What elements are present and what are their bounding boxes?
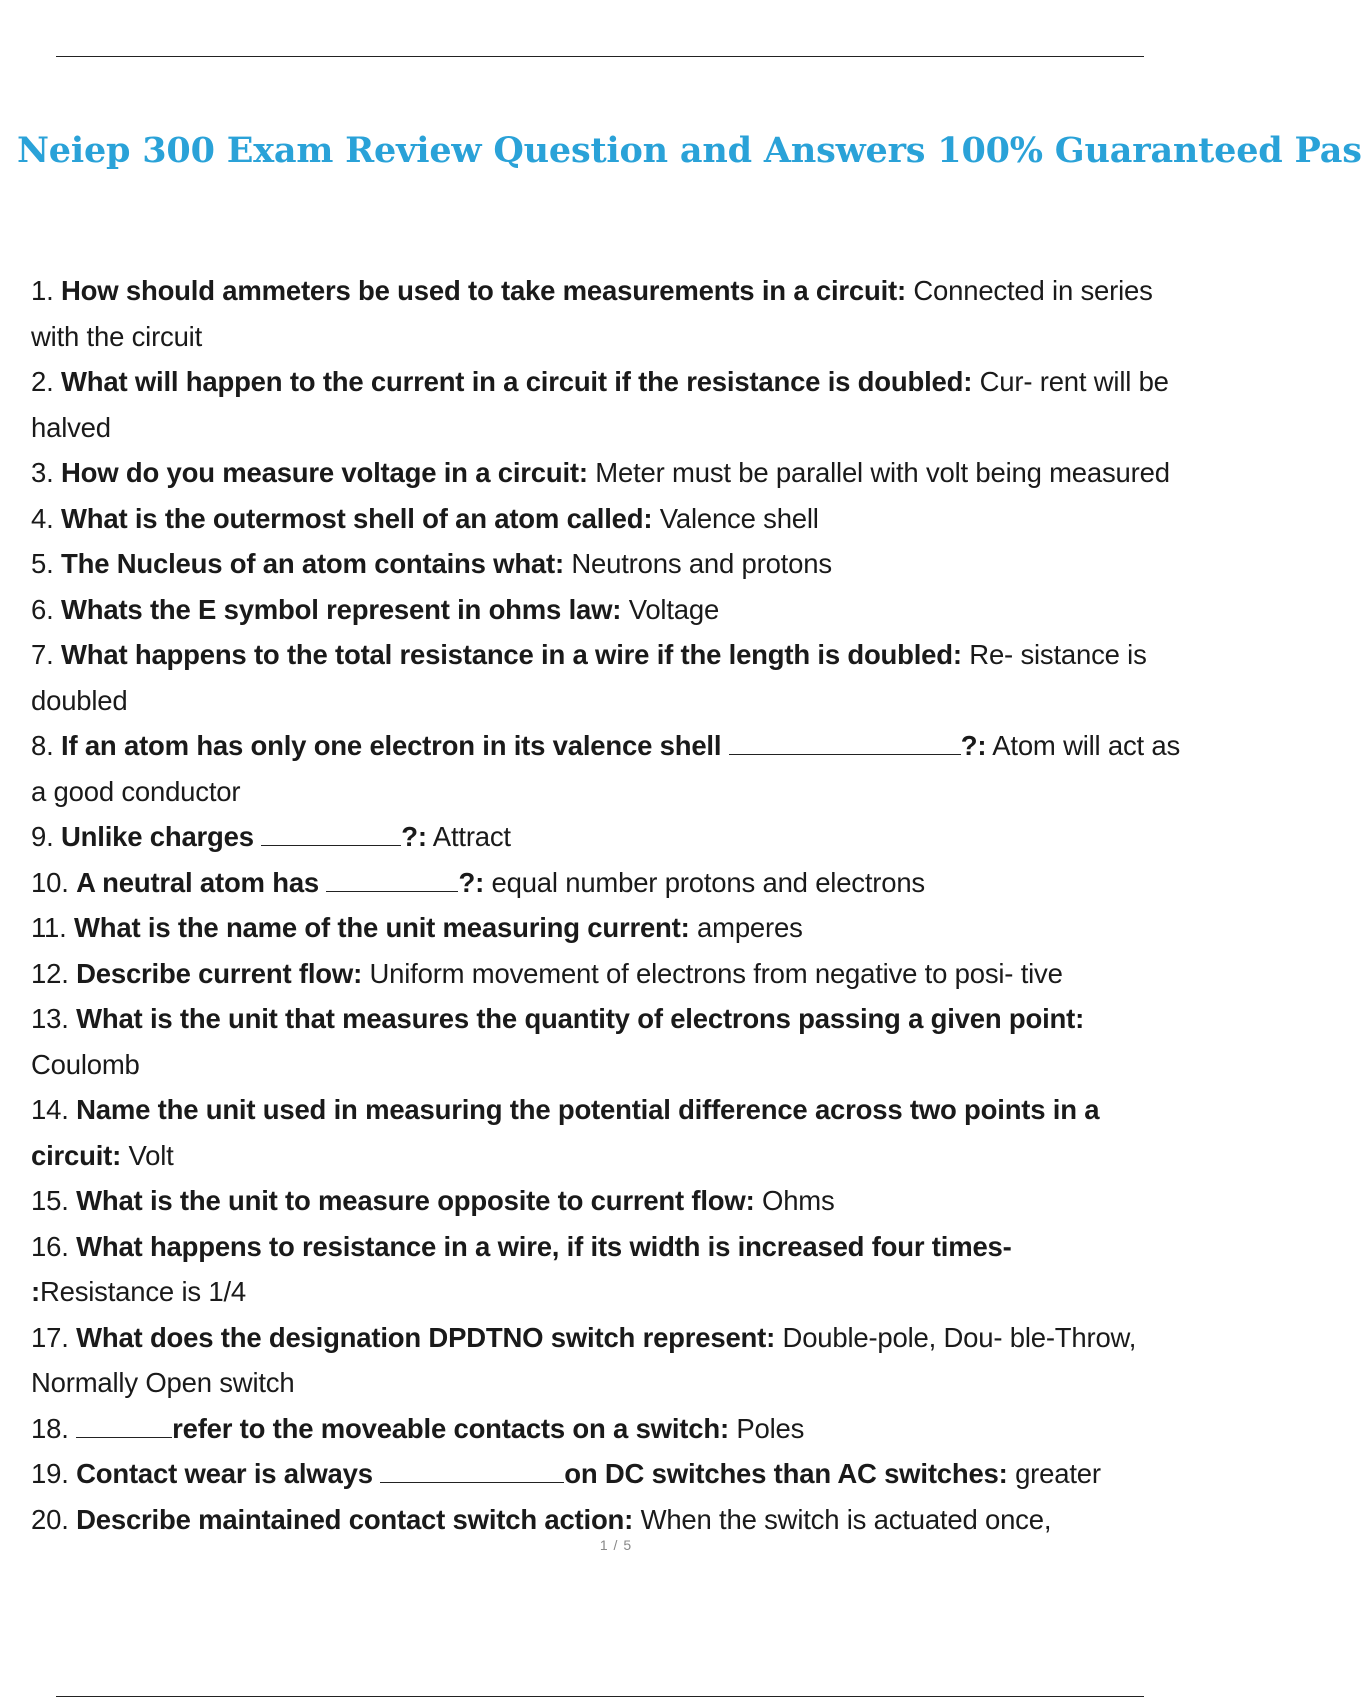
item-number: 14. <box>31 1094 69 1125</box>
answer-text: Coulomb <box>31 1048 140 1080</box>
question-suffix: on DC switches than AC switches: <box>564 1458 1008 1489</box>
answer-text: Cur- rent will be halved <box>31 366 1169 443</box>
fill-in-blank <box>261 844 401 846</box>
answer-text: Double-pole, Dou- ble-Throw, Normally Open switch <box>31 1321 1137 1398</box>
answer-text: Atom will act as a good conductor <box>31 730 1181 807</box>
list-item <box>31 1178 1191 1224</box>
fill-in-blank <box>76 1436 172 1438</box>
item-number: 16. <box>31 1230 69 1262</box>
list-item <box>31 905 1191 951</box>
question-suffix: ?: <box>960 730 987 761</box>
answer-text: amperes <box>697 912 803 943</box>
answer-text: Meter must be parallel with volt being measured <box>595 457 1170 488</box>
question-text: How should ammeters be used to take measurements in a circuit: <box>61 275 906 306</box>
question-suffix: : <box>31 1276 40 1307</box>
list-item <box>31 450 1191 496</box>
item-number: 15. <box>31 1185 69 1216</box>
question-text: What does the designation DPDTNO switch represent: <box>76 1321 776 1353</box>
item-number: 3. <box>31 457 54 488</box>
answer-text: Connected in series with the circuit <box>31 275 1153 352</box>
item-number: 20. <box>31 1503 69 1535</box>
question-text: How do you measure voltage in a circuit: <box>61 457 588 488</box>
question-text: Contact wear is always <box>76 1458 373 1489</box>
answer-text: greater <box>1015 1458 1101 1489</box>
list-item <box>31 632 1191 723</box>
list-item <box>31 1451 1191 1497</box>
item-number: 10. <box>31 866 69 898</box>
item-number: 8. <box>31 730 54 761</box>
item-number: 18. <box>31 1412 69 1444</box>
question-text: If an atom has only one electron in its valence shell <box>61 730 722 761</box>
list-item <box>31 541 1191 587</box>
question-text: The Nucleus of an atom contains what: <box>61 548 564 579</box>
question-text: A neutral atom has <box>76 866 320 898</box>
question-suffix: ?: <box>458 866 485 898</box>
question-text: What is the outermost shell of an atom called: <box>61 502 653 534</box>
top-rule <box>56 56 1144 57</box>
question-text: What happens to resistance in a wire, if its width is increased four times- <box>76 1230 1012 1262</box>
question-text: Describe maintained contact switch action: <box>76 1503 634 1535</box>
list-item <box>31 814 1191 860</box>
list-item <box>31 587 1191 633</box>
question-text: refer to the moveable contacts on a switch: <box>172 1412 729 1444</box>
item-number: 9. <box>31 821 54 852</box>
question-text: What is the unit to measure opposite to current flow: <box>76 1185 755 1216</box>
fill-in-blank <box>326 890 458 892</box>
item-number: 7. <box>31 639 54 670</box>
item-number: 4. <box>31 502 54 534</box>
fill-in-blank <box>380 1481 564 1483</box>
answer-text: Re- sistance is doubled <box>31 639 1147 716</box>
answer-text: Poles <box>736 1412 805 1444</box>
list-item <box>31 268 1191 359</box>
answer-text: Neutrons and protons <box>571 548 832 579</box>
item-number: 2. <box>31 366 54 397</box>
question-text: Name the unit used in measuring the potential difference across two points in a circuit: <box>31 1094 1100 1171</box>
list-item <box>31 359 1191 450</box>
item-number: 5. <box>31 548 54 579</box>
list-item <box>31 1406 1191 1452</box>
answer-text: Resistance is 1/4 <box>39 1276 246 1307</box>
answer-text: Uniform movement of electrons from negative to posi- tive <box>369 957 1063 989</box>
item-number: 12. <box>31 957 69 989</box>
question-text: What is the unit that measures the quantity of electrons passing a given point: <box>76 1003 1085 1034</box>
list-item <box>31 1224 1191 1315</box>
answer-text: Ohms <box>762 1185 835 1216</box>
item-number: 13. <box>31 1003 69 1034</box>
question-text: Describe current flow: <box>76 957 363 989</box>
question-text: What is the name of the unit measuring current: <box>74 912 690 943</box>
bottom-rule <box>56 1696 1144 1697</box>
list-item <box>31 1315 1191 1406</box>
list-item <box>31 1497 1191 1543</box>
answer-text: Voltage <box>628 593 720 625</box>
item-number: 1. <box>31 275 54 306</box>
question-text: What happens to the total resistance in a wire if the length is doubled: <box>61 639 962 670</box>
answer-text: Valence shell <box>659 502 819 534</box>
list-item <box>31 723 1191 814</box>
question-text: Whats the E symbol represent in ohms law: <box>61 593 622 625</box>
item-number: 6. <box>31 593 54 625</box>
list-item <box>31 951 1191 997</box>
item-number: 19. <box>31 1458 69 1489</box>
answer-text: When the switch is actuated once, <box>640 1503 1052 1535</box>
fill-in-blank <box>729 753 961 755</box>
answer-text: Attract <box>432 821 511 852</box>
list-item <box>31 496 1191 542</box>
list-item <box>31 860 1191 906</box>
question-list <box>31 268 1191 1542</box>
list-item <box>31 1087 1191 1178</box>
answer-text: equal number protons and electrons <box>491 866 925 898</box>
document-title: Neiep 300 Exam Review Question and Answers 100% Guaranteed Pas <box>17 130 1362 171</box>
item-number: 17. <box>31 1321 69 1353</box>
list-item <box>31 996 1191 1087</box>
page-number: 1 / 5 <box>599 1537 633 1553</box>
answer-text: Volt <box>128 1139 174 1171</box>
question-suffix: ?: <box>401 821 427 852</box>
item-number: 11. <box>31 912 67 943</box>
question-text: Unlike charges <box>61 821 254 852</box>
question-text: What will happen to the current in a circuit if the resistance is doubled: <box>61 366 973 397</box>
